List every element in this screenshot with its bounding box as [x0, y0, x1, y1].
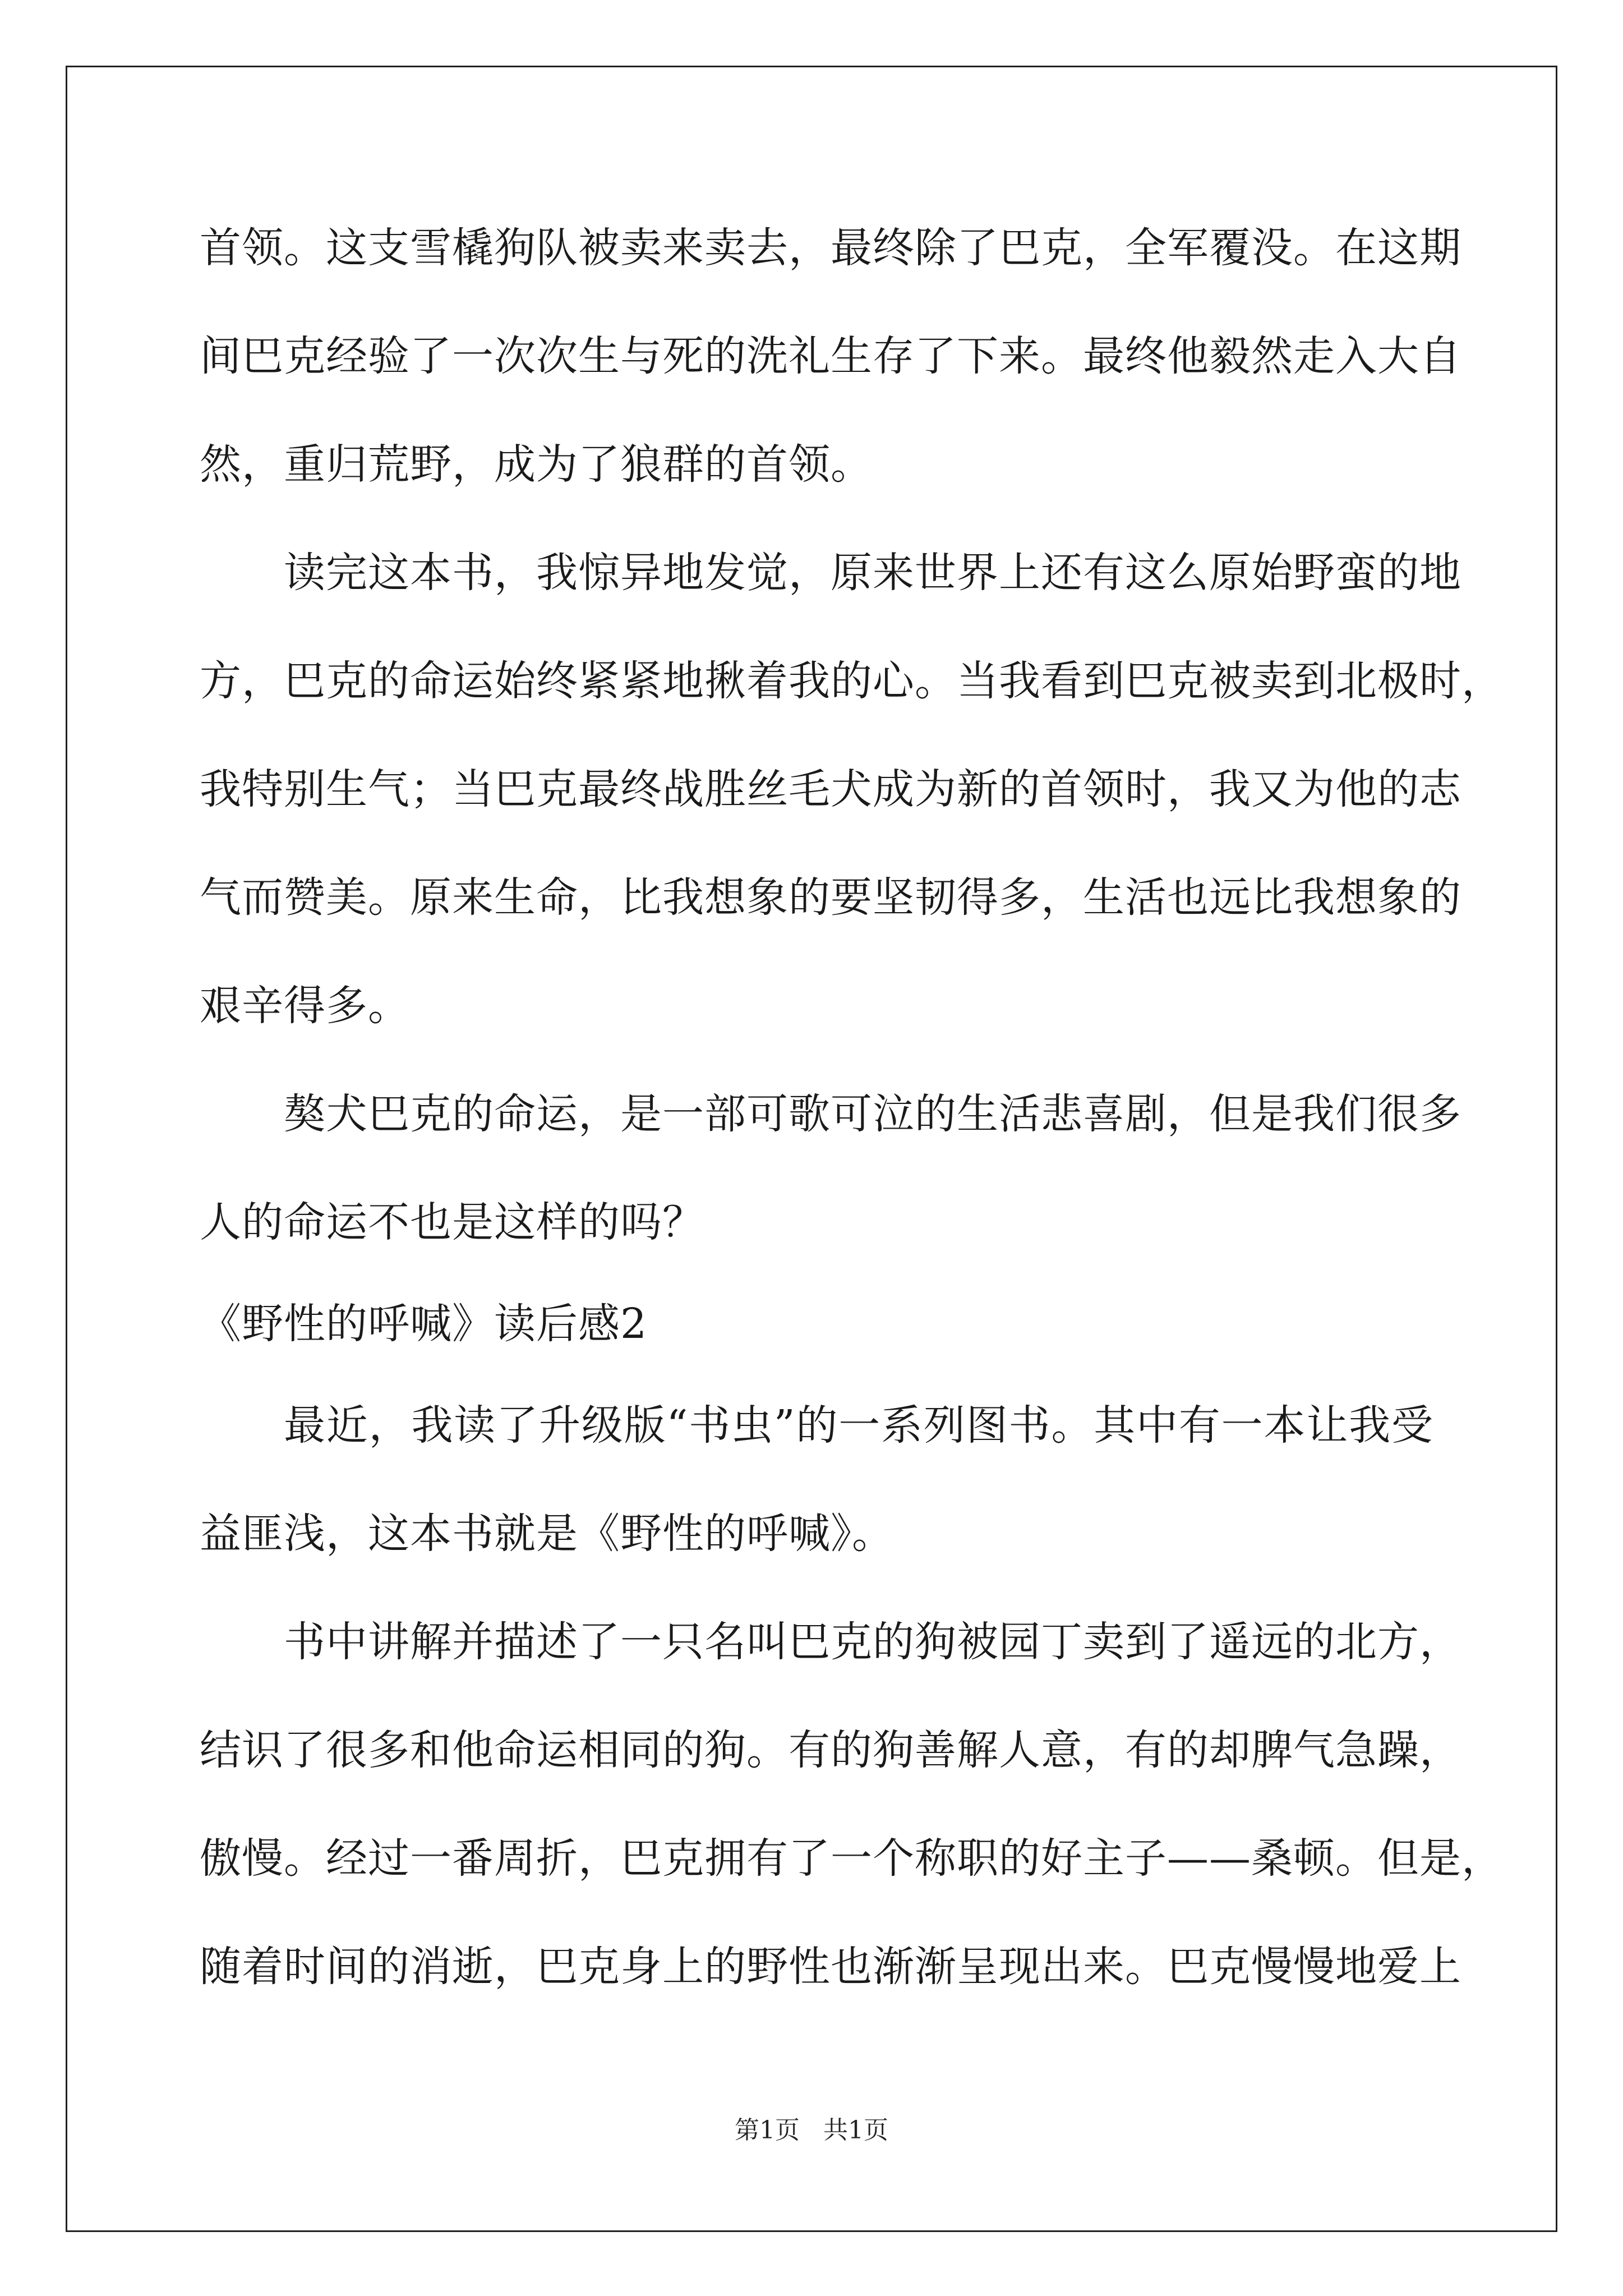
- text-line: 人的命运不也是这样的吗？: [200, 1198, 704, 1246]
- text-line: 然，重归荒野，成为了狼群的首领。: [200, 440, 873, 489]
- page-border: [66, 66, 1557, 2232]
- text-line: 首领。这支雪橇狗队被卖来卖去，最终除了巴克，全军覆没。在这期: [200, 224, 1461, 272]
- text-line: 益匪浅，这本书就是《野性的呼喊》。: [200, 1510, 894, 1558]
- text-line: 方，巴克的命运始终紧紧地揪着我的心。当我看到巴克被卖到北极时，: [200, 657, 1504, 705]
- text-line: 傲慢。经过一番周折，巴克拥有了一个称职的好主子——桑顿。但是，: [200, 1834, 1504, 1883]
- paragraph-start-line: 最近，我读了升级版“书虫”的一系列图书。其中有一本让我受: [284, 1401, 1433, 1450]
- paragraph-start-line: 读完这本书，我惊异地发觉，原来世界上还有这么原始野蛮的地: [284, 549, 1461, 597]
- paragraph-start-line: 獒犬巴克的命运，是一部可歌可泣的生活悲喜剧，但是我们很多: [284, 1090, 1461, 1138]
- page-number: 第1页: [735, 2116, 800, 2145]
- text-line: 气而赞美。原来生命，比我想象的要坚韧得多，生活也远比我想象的: [200, 873, 1461, 922]
- text-line: 我特别生气；当巴克最终战胜丝毛犬成为新的首领时，我又为他的志: [200, 765, 1461, 813]
- text-line: 艰辛得多。: [200, 982, 410, 1030]
- text-line: 随着时间的消逝，巴克身上的野性也渐渐呈现出来。巴克慢慢地爱上: [200, 1943, 1461, 1991]
- page-total: 共1页: [823, 2116, 888, 2145]
- text-line: 间巴克经验了一次次生与死的洗礼生存了下来。最终他毅然走入大自: [200, 332, 1461, 380]
- text-line: 结识了很多和他命运相同的狗。有的狗善解人意，有的却脾气急躁，: [200, 1726, 1461, 1774]
- page-footer: [0, 2114, 1623, 2147]
- paragraph-start-line: 书中讲解并描述了一只名叫巴克的狗被园丁卖到了遥远的北方，: [284, 1618, 1461, 1666]
- section-heading: 《野性的呼喊》读后感2: [200, 1300, 648, 1348]
